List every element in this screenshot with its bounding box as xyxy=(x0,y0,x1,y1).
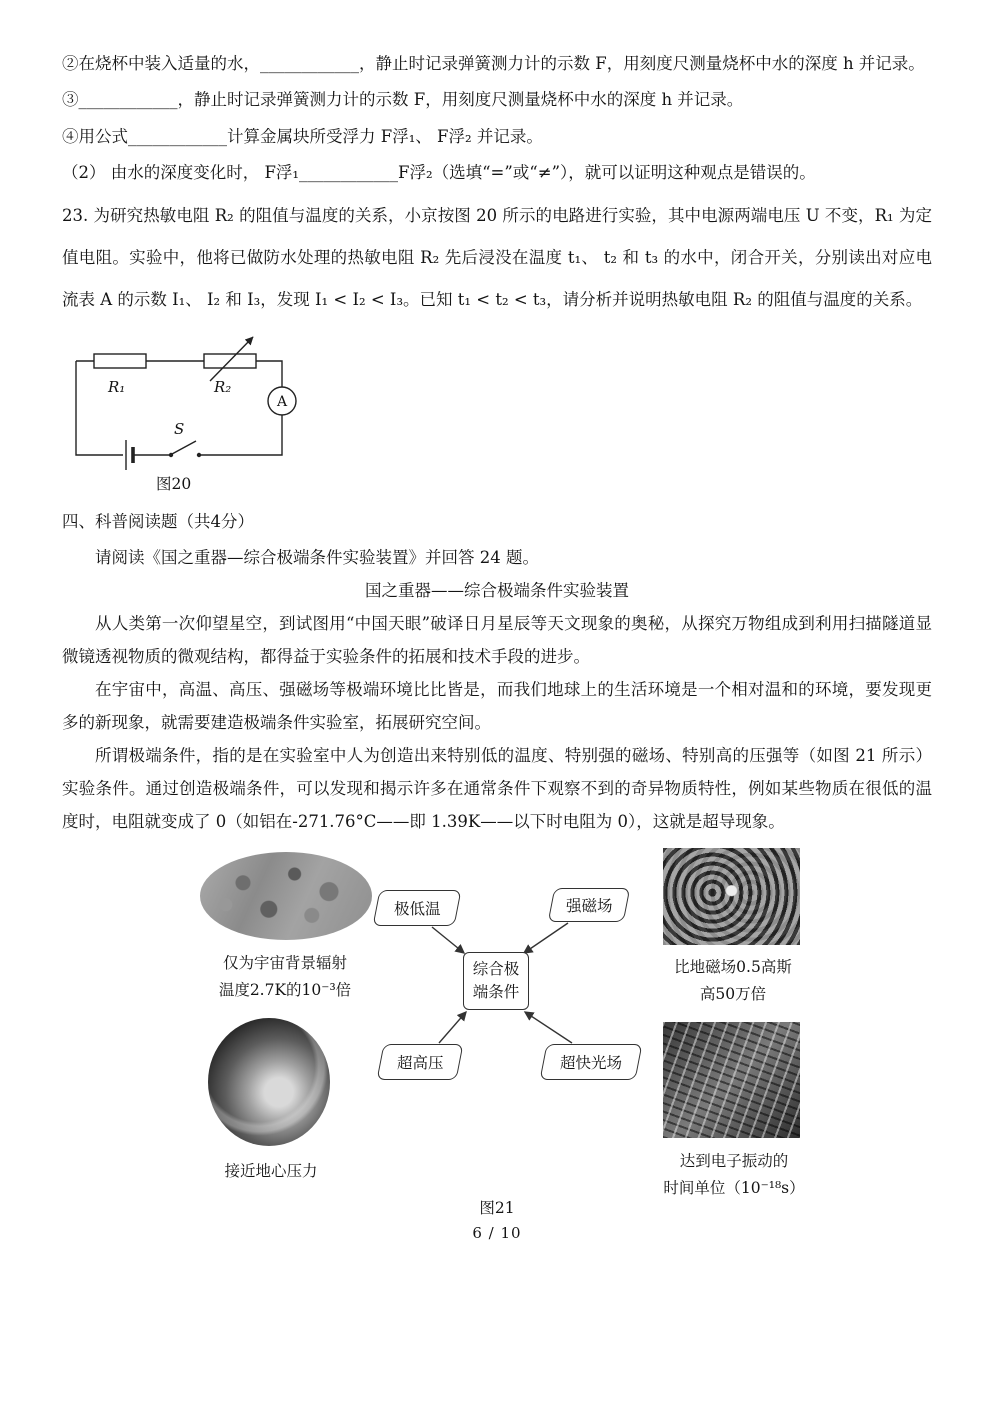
section-4-heading: 四、科普阅读题（共4分） xyxy=(62,512,254,532)
low-temperature-label: 极低温 xyxy=(393,900,441,919)
label-box-ultrafast-light-field xyxy=(540,1044,643,1080)
label-box-ultra-high-pressure xyxy=(377,1044,464,1080)
magnet-caption-line-1: 比地磁场0.5高斯 xyxy=(674,958,792,977)
magnetic-field-image xyxy=(663,848,800,945)
circuit-wires xyxy=(76,361,282,455)
ammeter-label: A xyxy=(276,394,288,411)
page-number: 6 / 10 xyxy=(472,1224,522,1243)
reading-paragraph-1: 从人类第一次仰望星空，到试图用“中国天眼”破译日月星辰等天文现象的奥秘，从探究万物组成到利用扫描隧道显微镜透视物质的微观结构，都得益于实验条件的拓展和技术手段的进步。 xyxy=(62,614,932,667)
cosmic-caption-line-1: 仅为宇宙背景辐射 xyxy=(222,954,347,973)
experiment-steps-section xyxy=(62,46,932,191)
switch-contact-dot xyxy=(197,453,201,457)
cosmic-background-image xyxy=(200,852,372,940)
figure-21-diagram xyxy=(62,846,930,1196)
resistor-r1-label: R₁ xyxy=(108,378,126,397)
experiment-step-2: ②在烧杯中装入适量的水，____________，静止时记录弹簧测力计的示数 F，用刻度尺测量烧杯中水的深度 h 并记录。 xyxy=(62,54,925,73)
ultra-high-pressure-label: 超高压 xyxy=(396,1054,444,1073)
earth-image-caption: 接近地心压力 xyxy=(224,1162,318,1181)
strong-magnetic-field-label: 强磁场 xyxy=(565,897,613,916)
arrow-magnetic-to-center xyxy=(524,923,568,953)
magnetic-image-caption xyxy=(658,954,808,1008)
earth-core-image xyxy=(208,1018,330,1146)
resistor-r1-symbol xyxy=(94,354,146,368)
thermistor-r2-label: R₂ xyxy=(214,378,232,397)
reading-title: 国之重器——综合极端条件实验装置 xyxy=(365,581,629,601)
electron-image-caption xyxy=(650,1148,818,1202)
label-box-strong-magnetic-field xyxy=(548,888,631,922)
center-box-line-2: 端条件 xyxy=(472,983,520,1002)
arrow-low-temp-to-center xyxy=(432,927,464,953)
experiment-step-3: ③____________，静止时记录弹簧测力计的示数 F，用刻度尺测量烧杯中水的深度 h 并记录。 xyxy=(62,90,744,110)
reading-passage xyxy=(62,607,932,838)
circuit-diagram xyxy=(64,333,309,495)
ultrafast-light-field-label: 超快光场 xyxy=(559,1054,622,1073)
question-23-text: 23. 为研究热敏电阻 R₂ 的阻值与温度的关系，小京按图 20 所示的电路进行实验，其中电源两端电压 U 不变，R₁ 为定值电阻。实验中，他将已做防水处理的热敏电阻 R₂ 先后浸没在温度 t₁、 t₂ 和 t₃ 的水中，闭合开关，分别读出对应电流表 A 的示数 I₁、 I₂ 和 I₃，发现 I₁ < I₂ < I₃。已知 t₁ < t₂ < t₃，请分析并说明热敏电阻 R₂ 的阻值与温度的关系。 xyxy=(62,206,932,310)
figure-21-caption: 图21 xyxy=(479,1199,515,1218)
center-box-comprehensive-extreme-conditions xyxy=(463,952,529,1010)
switch-blade xyxy=(172,441,196,454)
figure-20-caption: 图20 xyxy=(156,475,192,494)
electron-caption-line-2: 时间单位（10⁻¹⁸s） xyxy=(663,1179,805,1198)
label-box-low-temperature xyxy=(373,890,462,926)
arrow-light-to-center xyxy=(525,1012,572,1043)
electron-caption-line-1: 达到电子振动的 xyxy=(679,1152,789,1171)
experiment-step-4: ④用公式____________计算金属块所受浮力 F浮₁、 F浮₂ 并记录。 xyxy=(62,126,543,146)
experiment-part-2: （2） 由水的深度变化时， F浮₁____________F浮₂（选填“=”或“≠”），就可以证明这种观点是错误的。 xyxy=(62,162,816,182)
figure-20-circuit xyxy=(64,333,932,499)
reading-paragraph-3: 所谓极端条件，指的是在实验室中人为创造出来特别低的温度、特别强的磁场、特别高的压强等（如图 21 所示）实验条件。通过创造极端条件，可以发现和揭示许多在通常条件下观察不到的奇异物质特性，例如某些物质在很低的温度时，电阻就变成了 0（如铝在-271.76°C——即 1.39K——以下时电阻为 0），这就是超导现象。 xyxy=(62,746,932,832)
switch-label: S xyxy=(174,420,185,439)
reading-paragraph-2: 在宇宙中，高温、高压、强磁场等极端环境比比皆是，而我们地球上的生活环境是一个相对温和的环境，要发现更多的新现象，就需要建造极端条件实验室，拓展研究空间。 xyxy=(62,680,932,733)
arrow-pressure-to-center xyxy=(439,1012,466,1043)
center-box-line-1: 综合极 xyxy=(472,960,520,979)
cosmic-image-caption xyxy=(178,950,392,1004)
reading-intro: 请阅读《国之重器—综合极端条件实验装置》并回答 24 题。 xyxy=(95,548,539,568)
electron-vibration-image xyxy=(663,1022,800,1138)
cosmic-caption-line-2: 温度2.7K的10⁻³倍 xyxy=(218,981,352,1000)
magnet-caption-line-2: 高50万倍 xyxy=(699,985,767,1004)
